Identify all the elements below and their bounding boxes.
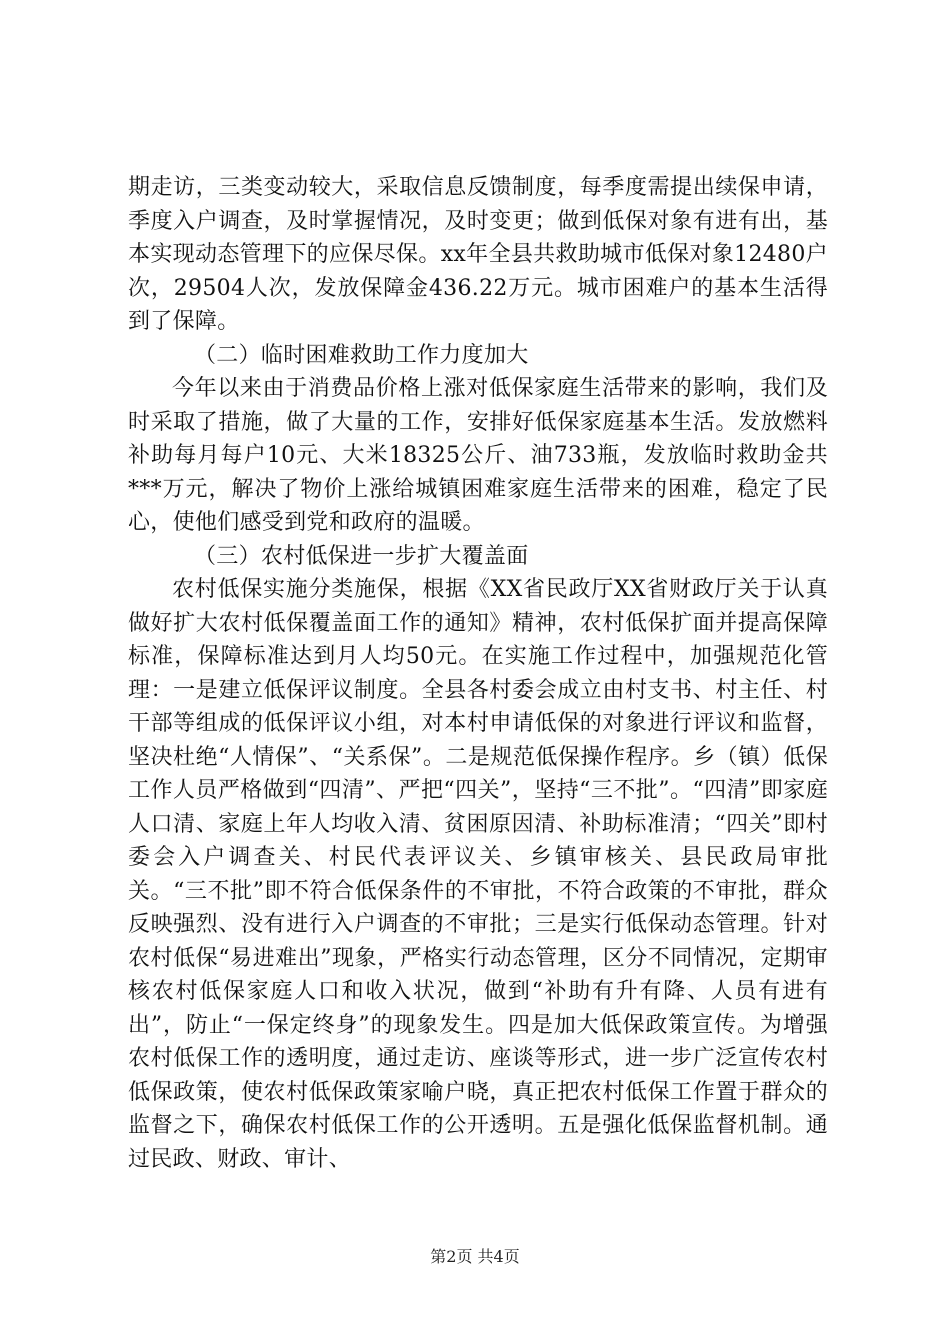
paragraph: 期走访，三类变动较大，采取信息反馈制度，每季度需提出续保申请，季度入户调查，及时掌握情况，及时变更；做到低保对象有进有出，基本实现动态管理下的应保尽保。xx年全县共救助城市低保对象12480户次，29504人次，发放保障金436.22万元。城市困难户的基本生活得到了保障。 [128,175,828,334]
section-heading: （二）临时困难救助工作力度加大 [194,342,529,368]
section-heading: （三）农村低保进一步扩大覆盖面 [194,543,529,569]
paragraph: 今年以来由于消费品价格上涨对低保家庭生活带来的影响，我们及时采取了措施，做了大量的工作，安排好低保家庭基本生活。发放燃料补助每月每户10元、大米18325公斤、油733瓶，发放临时救助金共***万元，解决了物价上涨给城镇困难家庭生活带来的困难，稳定了民心，使他们感受到党和政府的温暖。 [128,376,828,535]
document-body [128,171,828,1176]
paragraph: 农村低保实施分类施保，根据《XX省民政厅XX省财政厅关于认真做好扩大农村低保覆盖面工作的通知》精神，农村低保扩面并提高保障标准，保障标准达到月人均50元。在实施工作过程中，加强规范化管理：一是建立低保评议制度。全县各村委会成立由村支书、村主任、村干部等组成的低保评议小组，对本村申请低保的对象进行评议和监督，坚决杜绝“人情保”、“关系保”。二是规范低保操作程序。乡（镇）低保工作人员严格做到“四清”、严把“四关”，坚持“三不批”。“四清”即家庭人口清、家庭上年人均收入清、贫困原因清、补助标准清；“四关”即村委会入户调查关、村民代表评议关、乡镇审核关、县民政局审批关。“三不批”即不符合低保条件的不审批，不符合政策的不审批，群众反映强烈、没有进行入户调查的不审批；三是实行低保动态管理。针对农村低保“易进难出”现象，严格实行动态管理，区分不同情况，定期审核农村低保家庭人口和收入状况，做到“补助有升有降、人员有进有出”，防止“一保定终身”的现象发生。四是加大低保政策宣传。为增强农村低保工作的透明度，通过走访、座谈等形式，进一步广泛宣传农村低保政策，使农村低保政策家喻户晓，真正把农村低保工作置于群众的监督之下，确保农村低保工作的公开透明。五是强化低保监督机制。通过民政、财政、审计、 [128,577,828,1172]
page-footer: 第2页 共4页 [430,1247,520,1266]
